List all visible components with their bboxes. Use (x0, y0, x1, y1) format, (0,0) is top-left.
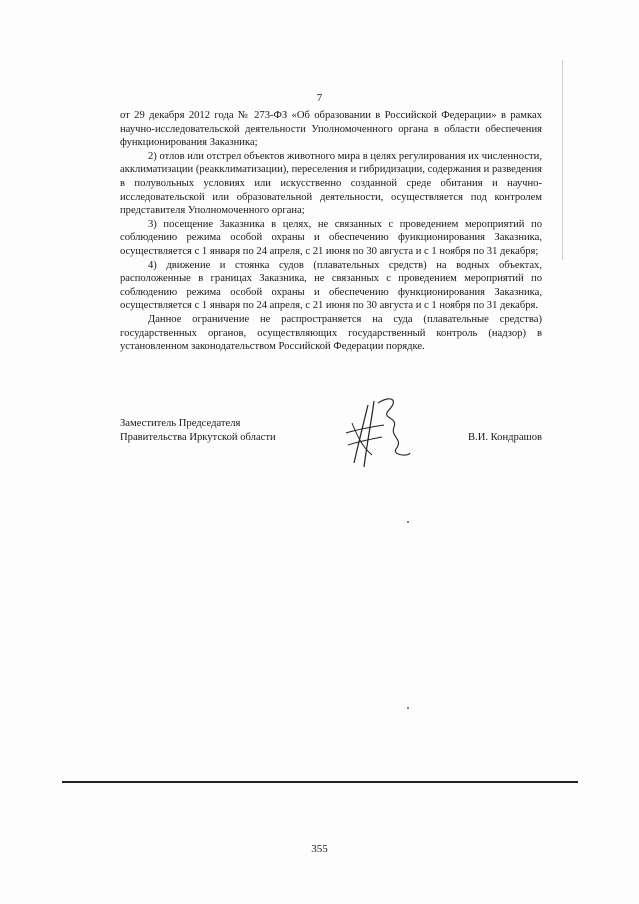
document-body (120, 109, 542, 354)
paragraph-3: 3) посещение Заказника в целях, не связанных с проведением мероприятий по соблюдению режима особой охраны и обеспечению функционирования Заказника, осуществляется с 1 января по 24 апреля, с 21 июня по 30 августа и с 1 ноября по 31 декабря; (120, 218, 542, 257)
signer-title (120, 417, 276, 445)
signature-block (120, 417, 542, 477)
signer-title-line-1: Заместитель Председателя (120, 418, 241, 429)
paragraph-2: 2) отлов или отстрел объектов животного мира в целях регулирования их численности, акклиматизации (реакклиматизации), переселения и гибридизации, содержания и разведения в полувольных условиях или искусственно созданной среде обитания и научно-исследовательской или образовательной деятельности, осуществляется под контролем представителя Уполномоченного органа; (120, 150, 542, 217)
page-number-bottom: 355 (311, 843, 328, 855)
page-bottom-rule (62, 781, 578, 783)
scan-speck (407, 521, 409, 523)
paragraph-5: Данное ограничение не распространяется на суда (плавательные средства) государственных органов, осуществляющих государственный контроль (надзор) в установленном законодательством Российской Федерации порядке. (120, 313, 542, 353)
scan-speck (407, 707, 409, 709)
paragraph-1: от 29 декабря 2012 года № 273-ФЗ «Об образовании в Российской Федерации» в рамках научно-исследовательской деятельности Уполномоченного органа в области обеспечения функционирования Заказника; (120, 110, 542, 149)
signer-name: В.И. Кондрашов (467, 432, 542, 443)
page-number-top: 7 (316, 92, 323, 104)
handwritten-signature (338, 393, 428, 473)
paragraph-4: 4) движение и стоянка судов (плавательных средств) на водных объектах, расположенные в границах Заказника, не связанных с проведением мероприятий по соблюдению режима особой охраны и обеспечению функционирования Заказника, осуществляется с 1 января по 24 апреля, с 21 июня по 30 августа и с 1 ноября по 31 декабря. (120, 259, 542, 312)
signer-title-line-2: Правительства Иркутской области (120, 432, 276, 443)
scan-edge-line (562, 60, 563, 260)
